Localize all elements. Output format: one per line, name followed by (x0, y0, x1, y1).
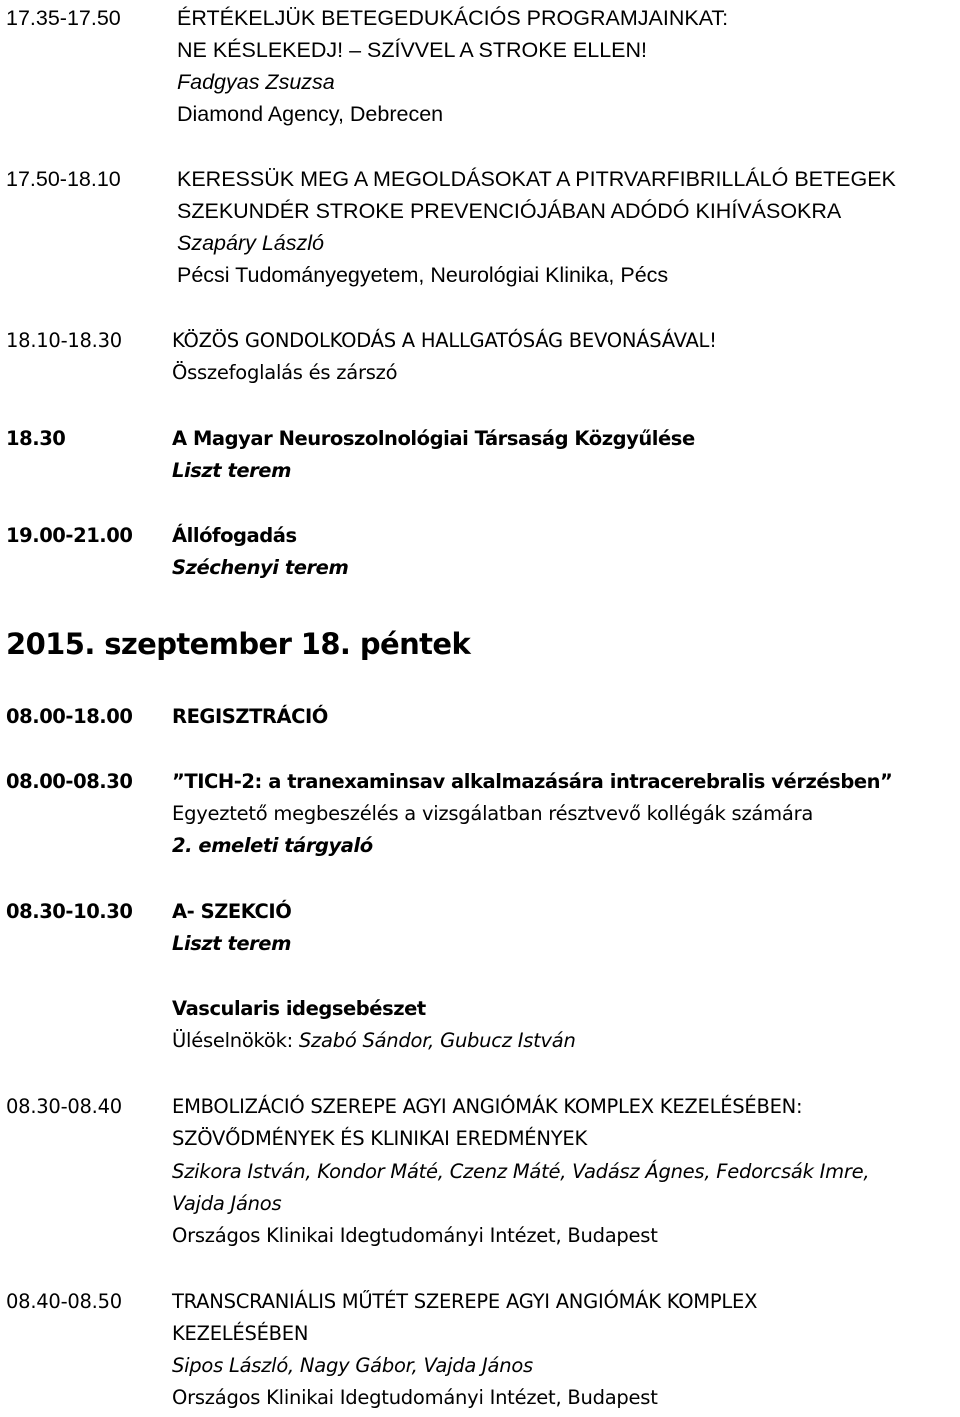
event-subtitle: Egyeztető megbeszélés a vizsgálatban résztvevő kollégák számára (172, 802, 814, 825)
affiliation: Országos Klinikai Idegtudományi Intézet, Budapest (172, 1224, 658, 1247)
time-slot: 17.50-18.10 (6, 167, 121, 191)
section-location: Liszt terem (172, 932, 291, 955)
time-slot: 17.35-17.50 (6, 6, 121, 30)
session-chairs (172, 1031, 576, 1051)
talk-title: KÖZÖS GONDOLKODÁS A HALLGATÓSÁG BEVONÁSÁVAL! (172, 329, 717, 352)
speaker: Fadgyas Zsuzsa (177, 70, 335, 94)
speaker: Szikora István, Kondor Máté, Czenz Máté, Vadász Ágnes, Fedorcsák Imre, (172, 1160, 870, 1183)
time-slot: 18.10-18.30 (6, 329, 122, 352)
speaker: Sipos László, Nagy Gábor, Vajda János (172, 1354, 533, 1377)
time-slot: 19.00-21.00 (6, 524, 133, 547)
time-slot: 18.30 (6, 427, 66, 450)
affiliation: Országos Klinikai Idegtudományi Intézet, Budapest (172, 1386, 658, 1409)
chairs-label: Üléselnökök: (172, 1029, 299, 1052)
section-title: A- SZEKCIÓ (172, 900, 292, 923)
talk-title-line: EMBOLIZÁCIÓ SZEREPE AGYI ANGIÓMÁK KOMPLEX KEZELÉSÉBEN: (172, 1095, 803, 1118)
time-slot: 08.00-18.00 (6, 705, 133, 728)
talk-title-line: KEZELÉSÉBEN (172, 1322, 309, 1345)
affiliation: Diamond Agency, Debrecen (177, 102, 444, 126)
talk-title-line: SZÖVŐDMÉNYEK ÉS KLINIKAI EREDMÉNYEK (172, 1127, 587, 1150)
speaker: Vajda János (172, 1192, 282, 1215)
day-heading: 2015. szeptember 18. péntek (6, 627, 471, 661)
talk-title-line: KERESSÜK MEG A MEGOLDÁSOKAT A PITRVARFIBRILLÁLÓ BETEGEK (177, 167, 896, 191)
event-title: REGISZTRÁCIÓ (172, 705, 328, 728)
talk-title-line: NE KÉSLEKEDJ! – SZÍVVEL A STROKE ELLEN! (177, 38, 648, 62)
speaker: Szapáry László (177, 231, 324, 255)
event-title: Állófogadás (172, 524, 297, 547)
event-location: Széchenyi terem (172, 556, 349, 579)
talk-title-line: ÉRTÉKELJÜK BETEGEDUKÁCIÓS PROGRAMJAINKAT: (177, 6, 729, 30)
talk-title-line: SZEKUNDÉR STROKE PREVENCIÓJÁBAN ADÓDÓ KIHÍVÁSOKRA (177, 199, 842, 223)
event-location: 2. emeleti tárgyaló (172, 834, 373, 857)
affiliation: Pécsi Tudományegyetem, Neurológiai Klinika, Pécs (177, 263, 669, 287)
talk-title-line: TRANSCRANIÁLIS MŰTÉT SZEREPE AGYI ANGIÓMÁK KOMPLEX (172, 1290, 758, 1313)
time-slot: 08.00-08.30 (6, 770, 133, 793)
chairs-names: Szabó Sándor, Gubucz István (298, 1029, 576, 1052)
event-title: ”TICH-2: a tranexaminsav alkalmazására intracerebralis vérzésben” (172, 770, 893, 793)
time-slot: 08.30-08.40 (6, 1095, 122, 1118)
event-location: Liszt terem (172, 459, 291, 482)
event-title: A Magyar Neuroszolnológiai Társaság Közgyűlése (172, 427, 695, 450)
time-slot: 08.40-08.50 (6, 1290, 122, 1313)
time-slot: 08.30-10.30 (6, 900, 133, 923)
talk-subtitle: Összefoglalás és zárszó (172, 361, 398, 384)
session-name: Vascularis idegsebészet (172, 997, 426, 1020)
